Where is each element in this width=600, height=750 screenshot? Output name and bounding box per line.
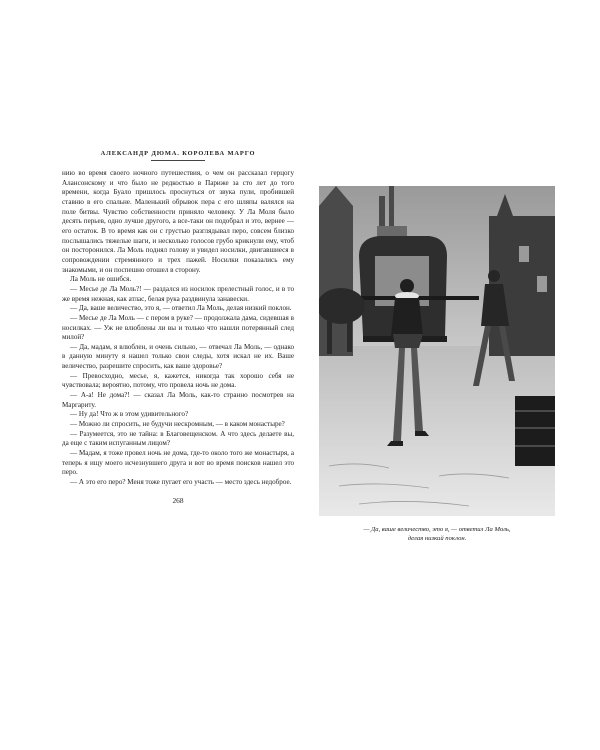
paragraph: — Да, ваше величество, это я, — ответил Ла Моль, делая низкий поклон. <box>70 304 292 313</box>
paragraph: — Превосходно, месье, я, кажется, никогда так хорошо себя не чувствовала; вероятно, потому, что провела ночь не дома. <box>62 371 294 390</box>
paragraph: — Ну да! Что ж в этом удивительного? <box>70 410 189 419</box>
illustration-caption <box>319 525 555 543</box>
left-page <box>62 150 294 505</box>
page-number: 268 <box>172 495 184 505</box>
stacked-crates <box>515 396 555 466</box>
engraving-image <box>319 186 555 516</box>
paragraph: — Можно ли спросить, не будучи нескромным, — в каком монастыре? <box>70 420 285 429</box>
illustration <box>319 186 555 516</box>
paragraph: Ла Моль не ошибся. <box>70 275 132 284</box>
paragraph: нию во время своего ночного путешествия, о чем он рассказал герцогу Алансонскому и что было не редкостью в Париже за сто лет до того времени, когда Буало пришлось проснуться от звука пули, пробившей ставню в его спальне. Маленький обрывок пера с его шляпы валялся на поле битвы. Чувство собственности приняло человеку. У Ла Моля было десять перьев, одно лучше другого, а все-таки он подобрал и это, вернее — его остаток. В то время как он с грустью разглядывал перо, совсем близко послышались тяжелые шаги, и несколько голосов грубо крикнули ему, чтоб он посторонился. Ла Моль поднял голову и увидел носилки, двигавшиеся в сопровождении стремянного и трех пажей. Носилки показались ему знакомыми, и он поспешно отошел в сторону. <box>62 169 294 274</box>
right-page <box>319 186 555 543</box>
body-text <box>62 169 294 488</box>
paragraph: — А-а! Не дома?! — сказал Ла Моль, как-то странно посмотрев на Маргариту. <box>62 391 294 409</box>
caption-line: делая низкий поклон. <box>407 535 467 542</box>
caption-line: — Да, ваше величество, это я, — ответил Ла Моль, <box>363 526 511 533</box>
running-head: АЛЕКСАНДР ДЮМА. КОРОЛЕВА МАРГО <box>100 150 256 157</box>
paragraph: — А это его перо? Меня тоже пугает его участь — место здесь недоброе. <box>70 478 292 486</box>
paragraph: — Месье де Ла Моль — с пером в руке? — продолжала дама, сидевшая в носилках. — Уж не влюблены ли вы и только что нашли потерянный след милой? <box>62 313 294 342</box>
running-head-rule <box>151 160 205 161</box>
paragraph: — Да, мадам, я влюблен, и очень сильно, — отвечал Ла Моль, — однако в данную минуту я нашел только свои следы, хотя искал не их. Ваше величество, разрешите спросить, как ваше здоровье? <box>62 342 294 371</box>
paragraph: — Мадам, я тоже провел ночь не дома, где-то около того же монастыря, а теперь я ищу моего исчезнувшего друга и вот во время поисков нашел это перо. <box>62 449 294 477</box>
paragraph: — Месье де Ла Моль?! — раздался из носилок прелестный голос, и в то же время нежная, как атлас, белая рука раздвинула занавески. <box>62 284 294 303</box>
paragraph: — Разумеется, это не тайна: в Благовещенском. А что здесь делаете вы, да еще с таким испуганным лицом? <box>62 429 294 448</box>
